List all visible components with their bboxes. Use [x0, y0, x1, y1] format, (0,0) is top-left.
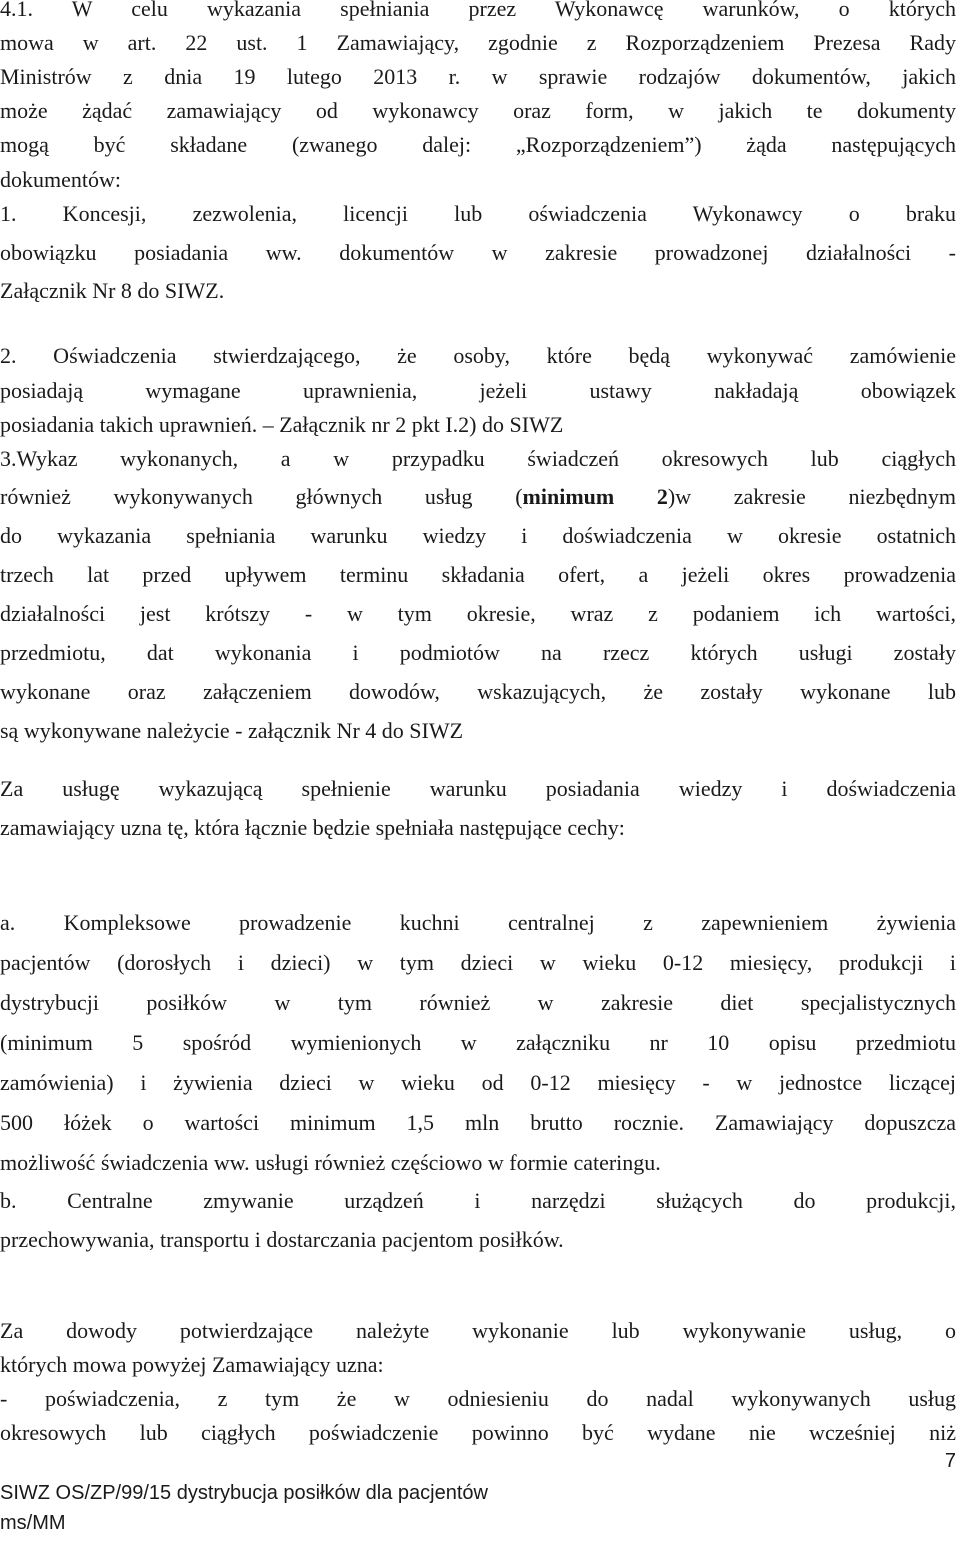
text-run: )w zakresie niezbędnym — [667, 484, 956, 509]
page-number: 7 — [944, 1450, 956, 1472]
text-line: trzech lat przed upływem terminu składania ofert, a jeżeli okres prowadzenia — [0, 562, 956, 587]
text-line: przedmiotu, dat wykonania i podmiotów na rzecz których usługi zostały — [0, 640, 956, 665]
text-line: a. Kompleksowe prowadzenie kuchni centralnej z zapewnieniem żywienia — [0, 910, 956, 935]
text-line: 4.1. W celu wykazania spełniania przez Wykonawcę warunków, o których — [0, 0, 956, 21]
text-line: zamówienia) i żywienia dzieci w wieku od 0-12 miesięcy - w jednostce liczącej — [0, 1070, 956, 1095]
text-line: 3.Wykaz wykonanych, a w przypadku świadczeń okresowych lub ciągłych — [0, 446, 956, 471]
text-line: dokumentów: — [0, 167, 121, 192]
text-line: mowa w art. 22 ust. 1 Zamawiający, zgodnie z Rozporządzeniem Prezesa Rady — [0, 30, 956, 55]
text-line: może żądać zamawiający od wykonawcy oraz form, w jakich te dokumenty — [0, 98, 956, 123]
text-line: dystrybucji posiłków w tym również w zakresie diet specjalistycznych — [0, 990, 956, 1015]
page-footer — [0, 1478, 488, 1538]
text-line: przechowywania, transportu i dostarczania pacjentom posiłków. — [0, 1227, 564, 1252]
text-line: których mowa powyżej Zamawiający uzna: — [0, 1352, 384, 1377]
bold-emphasis: minimum 2 — [522, 484, 668, 509]
text-line: mogą być składane (zwanego dalej: „Rozporządzeniem”) żąda następujących — [0, 132, 956, 157]
text-line: Ministrów z dnia 19 lutego 2013 r. w sprawie rodzajów dokumentów, jakich — [0, 64, 956, 89]
text-line: działalności jest krótszy - w tym okresie, wraz z podaniem ich wartości, — [0, 601, 956, 626]
text-line: posiadają wymagane uprawnienia, jeżeli ustawy nakładają obowiązek — [0, 378, 956, 403]
footer-initials: ms/MM — [0, 1512, 66, 1534]
text-line: możliwość świadczenia ww. usługi również częściowo w formie cateringu. — [0, 1150, 661, 1175]
text-line: są wykonywane należycie - załącznik Nr 4 do SIWZ — [0, 718, 464, 743]
text-line: 500 łóżek o wartości minimum 1,5 mln brutto rocznie. Zamawiający dopuszcza — [0, 1110, 956, 1135]
text-line: pacjentów (dorosłych i dzieci) w tym dzieci w wieku 0-12 miesięcy, produkcji i — [0, 950, 956, 975]
text-run: również wykonywanych głównych usług ( — [0, 484, 523, 509]
text-line: wykonane oraz załączeniem dowodów, wskazujących, że zostały wykonane lub — [0, 679, 956, 704]
text-line-with-bold — [0, 480, 956, 514]
text-line: Załącznik Nr 8 do SIWZ. — [0, 278, 225, 303]
text-line: (minimum 5 spośród wymienionych w załączniku nr 10 opisu przedmiotu — [0, 1030, 956, 1055]
text-line: posiadania takich uprawnień. – Załącznik nr 2 pkt I.2) do SIWZ — [0, 412, 564, 437]
text-line: okresowych lub ciągłych poświadczenie powinno być wydane nie wcześniej niż — [0, 1420, 956, 1445]
text-line: 1. Koncesji, zezwolenia, licencji lub oświadczenia Wykonawcy o braku — [0, 201, 956, 226]
text-line: obowiązku posiadania ww. dokumentów w zakresie prowadzonej działalności - — [0, 240, 956, 265]
footer-document-reference: SIWZ OS/ZP/99/15 dystrybucja posiłków dla pacjentów — [0, 1482, 488, 1504]
text-line: zamawiający uzna tę, która łącznie będzie spełniała następujące cechy: — [0, 815, 625, 840]
text-line: 2. Oświadczenia stwierdzającego, że osoby, które będą wykonywać zamówienie — [0, 343, 956, 368]
text-line: b. Centralne zmywanie urządzeń i narzędzi służących do produkcji, — [0, 1188, 956, 1213]
text-line: Za dowody potwierdzające należyte wykonanie lub wykonywanie usług, o — [0, 1318, 956, 1343]
text-line: Za usługę wykazującą spełnienie warunku posiadania wiedzy i doświadczenia — [0, 776, 956, 801]
text-line: - poświadczenia, z tym że w odniesieniu do nadal wykonywanych usług — [0, 1386, 956, 1411]
text-line: do wykazania spełniania warunku wiedzy i doświadczenia w okresie ostatnich — [0, 523, 956, 548]
